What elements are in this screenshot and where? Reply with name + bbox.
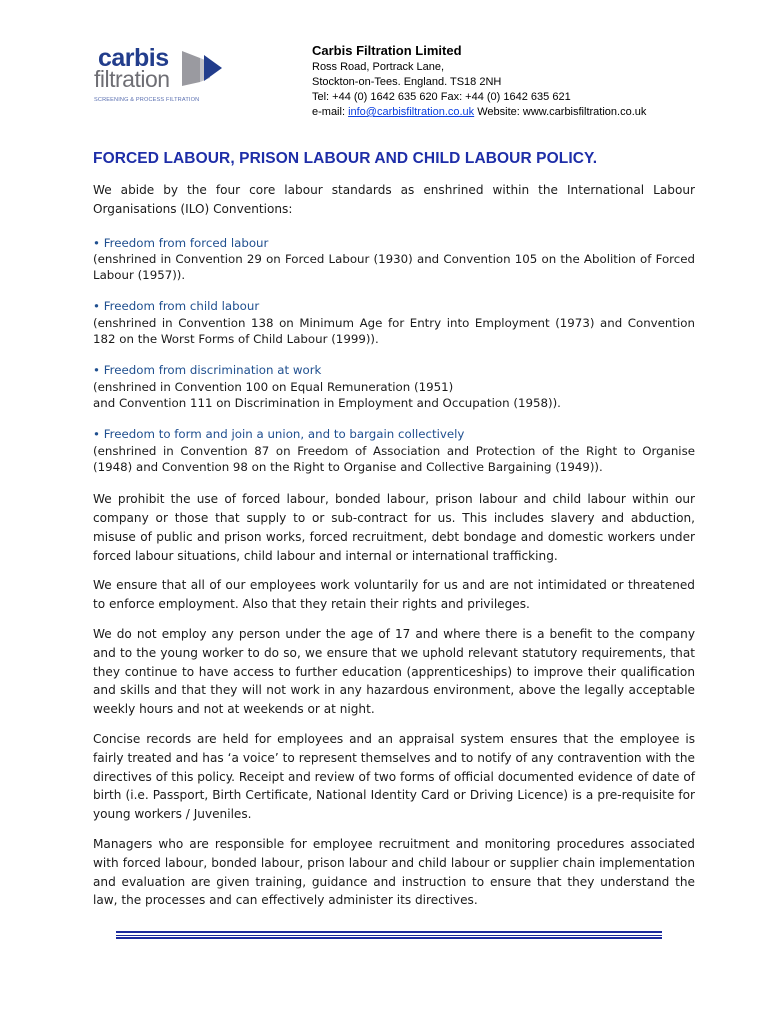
address-line-2: Stockton-on-Tees. England. TS18 2NH bbox=[312, 76, 502, 88]
bullet-child-labour bbox=[93, 298, 695, 347]
company-details bbox=[312, 43, 646, 120]
bullet-title: • Freedom from child labour bbox=[93, 299, 260, 314]
phone-fax-line: Tel: +44 (0) 1642 635 620 Fax: +44 (0) 1642 635 621 bbox=[312, 91, 571, 103]
intro-paragraph: We abide by the four core labour standards as enshrined within the International Labour Organisations (ILO) Conventions: bbox=[93, 183, 695, 216]
logo-word-filtration: filtration bbox=[94, 66, 170, 92]
email-link[interactable]: info@carbisfiltration.co.uk bbox=[348, 106, 475, 118]
website-text: Website: www.carbisfiltration.co.uk bbox=[474, 106, 647, 118]
paragraph-records: Concise records are held for employees and an appraisal system ensures that the employee is fairly treated and has ‘a voice’ to represent themselves and to notify of any contravention with the directives of this policy. Receipt and review of two forms of official documented evidence of date of birth (i.e. Passport, Birth Certificate, National Identity Card or Driving Licence) is a pre-requisite for young workers / Juveniles. bbox=[93, 731, 695, 822]
company-logo bbox=[92, 42, 226, 112]
footer-rule-top bbox=[116, 931, 662, 933]
paragraph-prohibition: We prohibit the use of forced labour, bonded labour, prison labour and child labour within our company or those that supply to or sub-contract for us. This includes slavery and abduction, misuse of public and prison works, forced recruitment, debt bondage and domestic workers under forced labour situations, child labour and internal or international trafficking. bbox=[93, 492, 695, 563]
paragraph-voluntary-work: We ensure that all of our employees work voluntarily for us and are not intimidated or threatened to enforce employment. Also that they retain their rights and privileges. bbox=[93, 578, 695, 612]
footer-rule-middle bbox=[116, 935, 662, 936]
address-line-1: Ross Road, Portrack Lane, bbox=[312, 61, 445, 73]
bullet-detail-line-1: (enshrined in Convention 100 on Equal Remuneration (1951) bbox=[93, 379, 454, 394]
logo-word-carbis: carbis bbox=[98, 44, 169, 72]
email-label: e-mail: bbox=[312, 106, 349, 118]
bullet-detail: (enshrined in Convention 29 on Forced Labour (1930) and Convention 105 on the Abolition of Forced Labour (1957)). bbox=[93, 251, 695, 283]
bullet-title: • Freedom to form and join a union, and to bargain collectively bbox=[93, 427, 465, 442]
policy-body bbox=[93, 181, 695, 921]
contact-line bbox=[312, 105, 646, 120]
bullet-title: • Freedom from discrimination at work bbox=[93, 363, 322, 378]
bullet-detail-line-2: and Convention 111 on Discrimination in Employment and Occupation (1958)). bbox=[93, 395, 561, 410]
company-name: Carbis Filtration Limited bbox=[312, 43, 462, 58]
bullet-title: • Freedom from forced labour bbox=[93, 235, 269, 250]
bullet-detail: (enshrined in Convention 87 on Freedom of Association and Protection of the Right to Organise (1948) and Convention 98 on the Right to Organise and Collective Bargaining (1949)). bbox=[93, 443, 695, 474]
paragraph-managers: Managers who are responsible for employee recruitment and monitoring procedures associated with forced labour, bonded labour, prison labour and child labour or supplier chain implementation and evaluation are given training, guidance and instruction to ensure that they understand the law, the processes and can effectively administer its directives. bbox=[93, 836, 695, 908]
paragraph-young-workers: We do not employ any person under the age of 17 and where there is a benefit to the company and to the young worker to do so, we ensure that we uphold relevant statutory requirements, that they continue to have access to further education (apprenticeships) to improve their qualification and skills and that they will not work in any hazardous environment, above the legally acceptable weekly hours and not at weekends or at night. bbox=[93, 626, 695, 717]
bullet-forced-labour bbox=[93, 235, 695, 284]
logo-arrow-icon bbox=[180, 48, 224, 88]
footer-rule-bottom bbox=[116, 937, 662, 939]
bullet-detail: (enshrined in Convention 138 on Minimum Age for Entry into Employment (1973) and Convention 182 on the Worst Forms of Child Labour (1999)). bbox=[93, 315, 695, 347]
logo-tagline: SCREENING & PROCESS FILTRATION bbox=[94, 97, 200, 103]
policy-title: FORCED LABOUR, PRISON LABOUR AND CHILD LABOUR POLICY. bbox=[93, 150, 598, 167]
bullet-union bbox=[93, 426, 695, 475]
bullet-discrimination bbox=[93, 362, 695, 411]
